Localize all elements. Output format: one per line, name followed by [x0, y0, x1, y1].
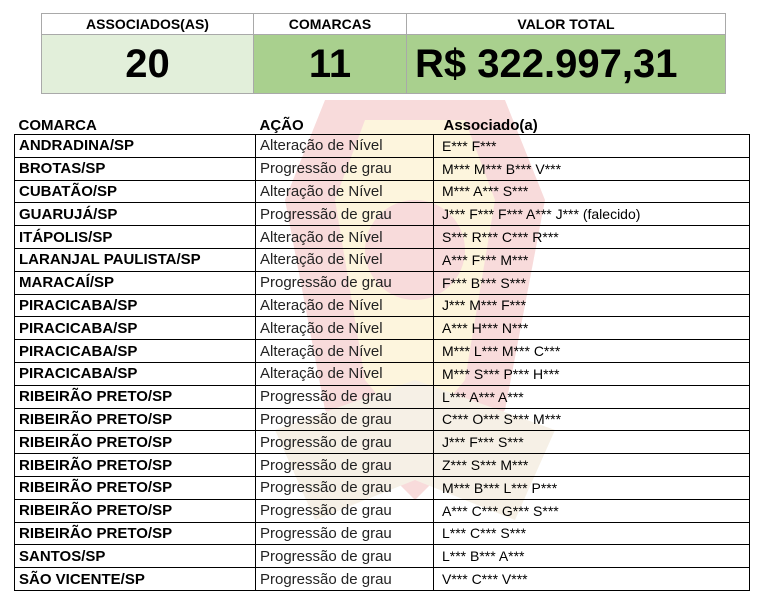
cell-comarca: PIRACICABA/SP [15, 362, 256, 385]
summary-value-valor-total: R$ 322.997,31 [407, 35, 726, 94]
summary-header-comarcas: COMARCAS [254, 14, 407, 35]
cell-acao: Progressão de grau [256, 522, 434, 545]
cell-comarca: RIBEIRÃO PRETO/SP [15, 408, 256, 431]
cell-comarca: RIBEIRÃO PRETO/SP [15, 499, 256, 522]
cell-comarca: SANTOS/SP [15, 545, 256, 568]
summary-value-associados: 20 [42, 35, 254, 94]
cell-associado: E*** F*** [434, 135, 750, 158]
table-row [15, 522, 750, 545]
cell-comarca: RIBEIRÃO PRETO/SP [15, 385, 256, 408]
table-row [15, 499, 750, 522]
cell-associado: A*** C*** G*** S*** [434, 499, 750, 522]
cell-comarca: LARANJAL PAULISTA/SP [15, 248, 256, 271]
cell-associado: F*** B*** S*** [434, 271, 750, 294]
cell-acao: Alteração de Nível [256, 226, 434, 249]
cell-acao: Progressão de grau [256, 203, 434, 226]
cell-comarca: PIRACICABA/SP [15, 294, 256, 317]
cell-comarca: RIBEIRÃO PRETO/SP [15, 476, 256, 499]
table-row [15, 362, 750, 385]
cell-acao: Alteração de Nível [256, 248, 434, 271]
cell-acao: Progressão de grau [256, 431, 434, 454]
cell-associado: L*** B*** A*** [434, 545, 750, 568]
table-row [15, 157, 750, 180]
column-header-associado: Associado(a) [443, 117, 538, 134]
cell-associado: M*** B*** L*** P*** [434, 476, 750, 499]
table-row [15, 271, 750, 294]
column-header-acao: AÇÃO [259, 117, 304, 134]
cell-associado: C*** O*** S*** M*** [434, 408, 750, 431]
table-row [15, 340, 750, 363]
table-row [15, 203, 750, 226]
cell-associado: S*** R*** C*** R*** [434, 226, 750, 249]
table-row [15, 454, 750, 477]
cell-comarca: PIRACICABA/SP [15, 340, 256, 363]
table-row [15, 294, 750, 317]
table-row [15, 317, 750, 340]
summary-header-associados: ASSOCIADOS(AS) [42, 14, 254, 35]
cell-acao: Alteração de Nível [256, 180, 434, 203]
cell-acao: Progressão de grau [256, 476, 434, 499]
cell-acao: Progressão de grau [256, 157, 434, 180]
cell-acao: Progressão de grau [256, 454, 434, 477]
cell-comarca: PIRACICABA/SP [15, 317, 256, 340]
cell-comarca: RIBEIRÃO PRETO/SP [15, 522, 256, 545]
cell-acao: Alteração de Nível [256, 294, 434, 317]
cell-associado: M*** S*** P*** H*** [434, 362, 750, 385]
cell-comarca: ANDRADINA/SP [15, 135, 256, 158]
cell-associado: J*** F*** S*** [434, 431, 750, 454]
cell-associado: A*** H*** N*** [434, 317, 750, 340]
cell-comarca: GUARUJÁ/SP [15, 203, 256, 226]
table-row [15, 226, 750, 249]
table-header-row [15, 114, 750, 135]
cell-associado: J*** M*** F*** [434, 294, 750, 317]
table-row [15, 135, 750, 158]
cell-acao: Alteração de Nível [256, 135, 434, 158]
cell-associado: V*** C*** V*** [434, 568, 750, 591]
column-header-comarca: COMARCA [18, 117, 97, 134]
cell-acao: Progressão de grau [256, 271, 434, 294]
table-row [15, 408, 750, 431]
cell-associado: L*** C*** S*** [434, 522, 750, 545]
cell-acao: Progressão de grau [256, 385, 434, 408]
cell-associado: M*** L*** M*** C*** [434, 340, 750, 363]
table-row [15, 476, 750, 499]
cell-acao: Progressão de grau [256, 499, 434, 522]
table-row [15, 431, 750, 454]
table-row [15, 385, 750, 408]
cell-associado: Z*** S*** M*** [434, 454, 750, 477]
cell-acao: Alteração de Nível [256, 340, 434, 363]
table-row [15, 180, 750, 203]
cell-associado: L*** A*** A*** [434, 385, 750, 408]
cell-comarca: BROTAS/SP [15, 157, 256, 180]
cell-associado: M*** A*** S*** [434, 180, 750, 203]
cell-comarca: MARACAÍ/SP [15, 271, 256, 294]
table-row [15, 545, 750, 568]
cell-comarca: ITÁPOLIS/SP [15, 226, 256, 249]
table-row [15, 248, 750, 271]
cell-associado: M*** M*** B*** V*** [434, 157, 750, 180]
cell-comarca: RIBEIRÃO PRETO/SP [15, 454, 256, 477]
cell-acao: Progressão de grau [256, 408, 434, 431]
cell-comarca: CUBATÃO/SP [15, 180, 256, 203]
cell-associado: J*** F*** F*** A*** J*** (falecido) [434, 203, 750, 226]
cell-acao: Alteração de Nível [256, 317, 434, 340]
cell-comarca: RIBEIRÃO PRETO/SP [15, 431, 256, 454]
summary-table [41, 13, 726, 94]
cell-comarca: SÃO VICENTE/SP [15, 568, 256, 591]
summary-header-valor-total: VALOR TOTAL [407, 14, 726, 35]
cell-acao: Progressão de grau [256, 568, 434, 591]
summary-value-comarcas: 11 [254, 35, 407, 94]
cell-acao: Alteração de Nível [256, 362, 434, 385]
associados-table [14, 114, 750, 591]
cell-associado: A*** F*** M*** [434, 248, 750, 271]
table-row [15, 568, 750, 591]
cell-acao: Progressão de grau [256, 545, 434, 568]
